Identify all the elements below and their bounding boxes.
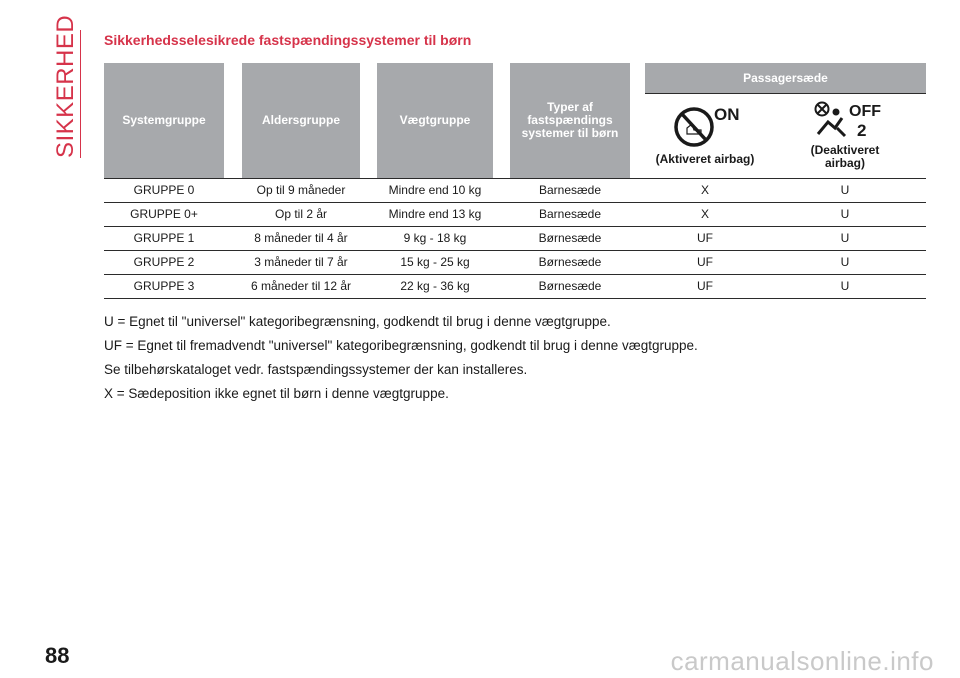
table-cell: Børnesæde bbox=[538, 279, 602, 293]
note-universal: U = Egnet til "universel" kategoribegrænsning, godkendt til brug i denne vægtgruppe. bbox=[104, 314, 611, 329]
table-cell: 3 måneder til 7 år bbox=[254, 255, 348, 269]
note-forward-universal: UF = Egnet til fremadvendt "universel" kategoribegrænsning, godkendt til brug i denne vægtgruppe. bbox=[104, 338, 698, 353]
table-cell: 6 måneder til 12 år bbox=[250, 279, 352, 293]
header-restraint-type: Typer af fastspændings systemer til børn bbox=[510, 63, 630, 178]
child-seat-table bbox=[104, 63, 926, 299]
table-cell: X bbox=[700, 183, 709, 197]
airbag-on-icon bbox=[674, 103, 744, 149]
caption-airbag-off: (Deaktiveret airbag) bbox=[810, 143, 880, 170]
table-cell: U bbox=[840, 183, 850, 197]
table-cell: Børnesæde bbox=[538, 255, 602, 269]
table-cell: GRUPPE 3 bbox=[133, 279, 195, 293]
table-cell: 9 kg - 18 kg bbox=[403, 231, 467, 245]
airbag-on-text: ON bbox=[714, 105, 740, 124]
airbag-off-number: 2 bbox=[857, 121, 867, 140]
table-cell: GRUPPE 0 bbox=[133, 183, 195, 197]
table-cell: Op til 9 måneder bbox=[256, 183, 346, 197]
table-body bbox=[104, 178, 926, 299]
table-cell: X bbox=[700, 207, 709, 221]
table-row bbox=[104, 203, 926, 227]
page-title: Sikkerhedsselesikrede fastspændingssystemer til børn bbox=[104, 32, 472, 48]
table-row bbox=[104, 275, 926, 299]
table-row bbox=[104, 227, 926, 251]
airbag-off-icon bbox=[811, 100, 891, 140]
header-airbag-off bbox=[785, 94, 905, 178]
table-cell: Børnesæde bbox=[538, 231, 602, 245]
caption-airbag-on: (Aktiveret airbag) bbox=[655, 152, 755, 166]
section-label: SIKKERHED bbox=[52, 14, 79, 158]
table-cell: U bbox=[840, 231, 850, 245]
table-cell: Mindre end 10 kg bbox=[388, 183, 482, 197]
table-cell: Barnesæde bbox=[538, 183, 602, 197]
table-cell: GRUPPE 1 bbox=[133, 231, 195, 245]
table-cell: 22 kg - 36 kg bbox=[400, 279, 470, 293]
page-number: 88 bbox=[45, 643, 70, 668]
header-airbag-on bbox=[645, 94, 765, 178]
header-age-group: Aldersgruppe bbox=[242, 63, 360, 178]
airbag-off-text: OFF bbox=[849, 103, 881, 120]
table-cell: 8 måneder til 4 år bbox=[254, 231, 348, 245]
table-cell: Barnesæde bbox=[538, 207, 602, 221]
table-cell: GRUPPE 0+ bbox=[130, 207, 198, 221]
table-cell: UF bbox=[697, 279, 713, 293]
table-cell: Op til 2 år bbox=[274, 207, 328, 221]
legend-notes bbox=[104, 313, 698, 409]
watermark: carmanualsonline.info bbox=[670, 646, 934, 676]
section-divider bbox=[80, 30, 81, 158]
table-cell: U bbox=[840, 255, 850, 269]
header-weight-group: Vægtgruppe bbox=[377, 63, 493, 178]
table-row bbox=[104, 179, 926, 203]
note-accessory-catalog: Se tilbehørskataloget vedr. fastspændingssystemer der kan installeres. bbox=[104, 362, 528, 377]
table-header bbox=[104, 63, 926, 178]
header-passenger-seat: Passagersæde bbox=[645, 63, 926, 94]
table-cell: GRUPPE 2 bbox=[133, 255, 195, 269]
table-cell: U bbox=[840, 279, 850, 293]
table-row bbox=[104, 251, 926, 275]
note-not-suitable: X = Sædeposition ikke egnet til børn i denne vægtgruppe. bbox=[104, 386, 449, 401]
table-cell: Mindre end 13 kg bbox=[388, 207, 482, 221]
table-cell: UF bbox=[697, 255, 713, 269]
header-system-group: Systemgruppe bbox=[104, 63, 224, 178]
table-cell: 15 kg - 25 kg bbox=[400, 255, 470, 269]
table-cell: UF bbox=[697, 231, 713, 245]
table-cell: U bbox=[840, 207, 850, 221]
